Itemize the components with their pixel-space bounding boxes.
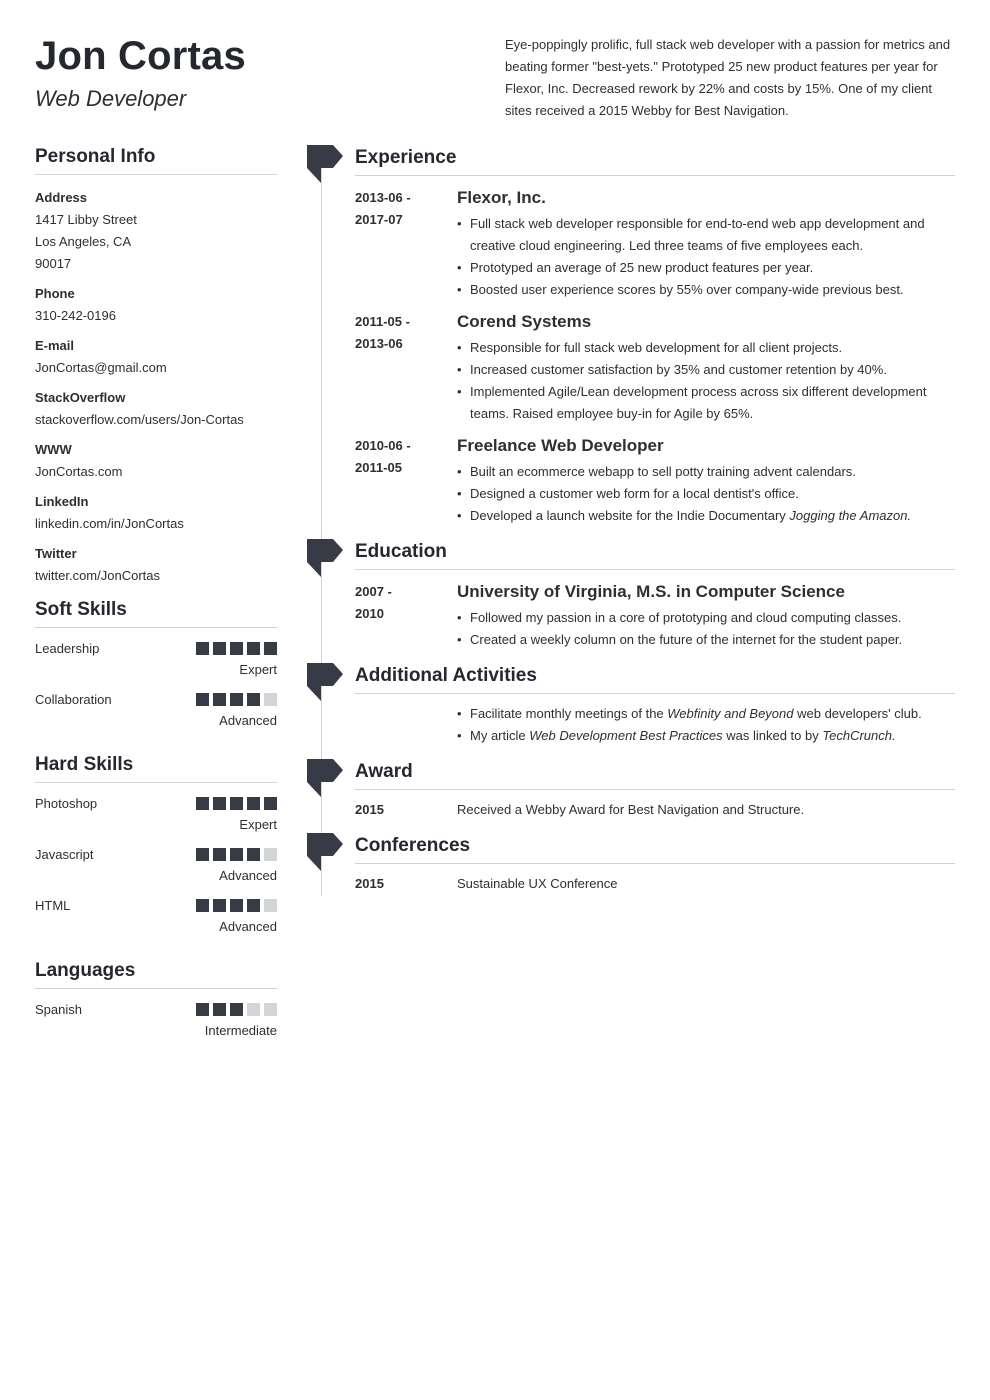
rating-square-filled xyxy=(213,642,226,655)
summary-text: Eye-poppingly prolific, full stack web developer with a passion for metrics and beating former "best-yets." Prototyped 25 new product features per year for Flexor, Inc. Decreased rework by 22% and costs by 15%. One of my client sites received a 2015 Webby for Best Navigation. xyxy=(505,37,951,118)
bullet-text: My article xyxy=(470,728,530,743)
section-flag-icon xyxy=(307,663,343,701)
conference-text: Sustainable UX Conference xyxy=(457,876,618,891)
section-flag-icon xyxy=(307,539,343,577)
languages-section xyxy=(35,960,277,1052)
email-block xyxy=(35,335,277,379)
language-level: Intermediate xyxy=(204,1023,277,1038)
rating-square-empty xyxy=(264,899,277,912)
date-end: 2010 xyxy=(355,606,384,621)
rating-square-filled xyxy=(247,848,260,861)
skill-level: Expert xyxy=(239,662,277,677)
entry-date xyxy=(355,187,435,231)
date-start: 2011-05 - xyxy=(355,314,410,329)
education-heading: Education xyxy=(355,541,955,570)
linkedin-label: LinkedIn xyxy=(35,494,89,509)
bullet-item: • Prototyped an average of 25 new product features per year. xyxy=(457,257,955,279)
rating-square-filled xyxy=(230,848,243,861)
rating-square-filled xyxy=(230,693,243,706)
skill-rating xyxy=(192,899,277,912)
stackoverflow-value: stackoverflow.com/users/Jon-Cortas xyxy=(35,412,244,427)
personal-info-section xyxy=(35,146,277,587)
bullet-item: • Followed my passion in a core of prototyping and cloud computing classes. xyxy=(457,607,955,629)
phone-label: Phone xyxy=(35,286,75,301)
twitter-block xyxy=(35,543,277,587)
skill-row xyxy=(35,640,277,691)
bullet-item xyxy=(457,703,955,725)
skill-name: Leadership xyxy=(35,641,100,656)
entry-organization: University of Virginia, M.S. in Computer Science xyxy=(457,582,845,601)
skill-level: Advanced xyxy=(219,713,277,728)
linkedin-block xyxy=(35,491,277,535)
entry-bullets xyxy=(457,607,955,651)
linkedin-value: linkedin.com/in/JonCortas xyxy=(35,516,184,531)
rating-square-filled xyxy=(247,899,260,912)
club-name: Webfinity and Beyond xyxy=(667,706,794,721)
date-end: 2013-06 xyxy=(355,336,403,351)
date-end: 2011-05 xyxy=(355,460,402,475)
rating-square-filled xyxy=(196,1003,209,1016)
bullet-text: Facilitate monthly meetings of the xyxy=(470,706,668,721)
skill-level: Advanced xyxy=(219,919,277,934)
left-column xyxy=(35,146,277,1064)
skill-name: HTML xyxy=(35,898,71,913)
soft-skills-section xyxy=(35,599,277,742)
bullet-text: web developers' club. xyxy=(793,706,922,721)
address-line: 1417 Libby Street xyxy=(35,212,137,227)
www-value: JonCortas.com xyxy=(35,464,123,479)
rating-square-filled xyxy=(264,797,277,810)
bullet-text: Developed a launch website for the Indie Documentary xyxy=(470,508,790,523)
address-line: Los Angeles, CA xyxy=(35,234,132,249)
address-line: 90017 xyxy=(35,256,72,271)
entry-bullets xyxy=(457,461,955,527)
bullet-item: • Implemented Agile/Lean development process across six different development teams. Raised employee buy-in for Agile by 65%. xyxy=(457,381,955,425)
rating-square-empty xyxy=(247,1003,260,1016)
entry-bullets xyxy=(457,337,955,425)
twitter-value: twitter.com/JonCortas xyxy=(35,568,160,583)
date-end: 2017-07 xyxy=(355,212,403,227)
date-start: 2010-06 - xyxy=(355,438,411,453)
skill-name: Photoshop xyxy=(35,796,98,811)
rating-square-filled xyxy=(196,848,209,861)
phone-value: 310-242-0196 xyxy=(35,308,116,323)
email-label: E-mail xyxy=(35,338,75,353)
soft-skills-heading: Soft Skills xyxy=(35,599,277,628)
skill-rating xyxy=(192,848,277,861)
language-row xyxy=(35,1001,277,1052)
rating-square-filled xyxy=(213,848,226,861)
experience-heading: Experience xyxy=(355,147,955,176)
rating-square-filled xyxy=(196,797,209,810)
skill-name: Javascript xyxy=(35,847,94,862)
bullet-item: • Created a weekly column on the future of the internet for the student paper. xyxy=(457,629,955,651)
skill-rating xyxy=(192,642,277,655)
entry-content xyxy=(457,799,955,821)
entry-date: 2015 xyxy=(355,802,384,817)
stackoverflow-block xyxy=(35,387,277,431)
stackoverflow-label: StackOverflow xyxy=(35,390,126,405)
publication-name: TechCrunch. xyxy=(822,728,896,743)
candidate-name: Jon Cortas xyxy=(35,34,246,78)
entry-content xyxy=(457,873,955,895)
entry-organization: Corend Systems xyxy=(457,312,592,331)
bullet-text: was linked to by xyxy=(722,728,823,743)
skill-rating xyxy=(192,693,277,706)
skill-row xyxy=(35,846,277,897)
resume-header xyxy=(35,34,955,134)
skill-row xyxy=(35,795,277,846)
languages-heading: Languages xyxy=(35,960,277,989)
rating-square-filled xyxy=(213,693,226,706)
entry-organization: Flexor, Inc. xyxy=(457,188,546,207)
entry-date xyxy=(355,311,435,355)
skill-row xyxy=(35,897,277,948)
conferences-heading: Conferences xyxy=(355,835,955,864)
date-start: 2007 - xyxy=(355,584,392,599)
entry-content xyxy=(457,311,955,425)
personal-info-heading: Personal Info xyxy=(35,146,277,175)
entry-date: 2015 xyxy=(355,876,384,891)
rating-square-filled xyxy=(247,642,260,655)
rating-square-filled xyxy=(247,693,260,706)
skill-level: Expert xyxy=(239,817,277,832)
section-flag-icon xyxy=(307,833,343,871)
entry-bullets xyxy=(457,213,955,301)
entry-content xyxy=(457,703,955,747)
skill-rating xyxy=(192,797,277,810)
entry-date xyxy=(355,581,435,625)
candidate-title: Web Developer xyxy=(35,86,187,111)
bullet-item xyxy=(457,725,955,747)
entry-content xyxy=(457,187,955,301)
rating-square-filled xyxy=(247,797,260,810)
rating-square-filled xyxy=(230,797,243,810)
documentary-title: Jogging the Amazon. xyxy=(789,508,912,523)
award-heading: Award xyxy=(355,761,955,790)
email-value: JonCortas@gmail.com xyxy=(35,360,167,375)
rating-square-filled xyxy=(196,693,209,706)
bullet-item: • Increased customer satisfaction by 35% and customer retention by 40%. xyxy=(457,359,955,381)
bullet-item: • Full stack web developer responsible for end-to-end web app development and creative cloud engineering. Led three teams of five employees each. xyxy=(457,213,955,257)
bullet-item: • Designed a customer web form for a local dentist's office. xyxy=(457,483,955,505)
section-flag-icon xyxy=(307,145,343,183)
section-flag-icon xyxy=(307,759,343,797)
hard-skills-section xyxy=(35,754,277,948)
language-rating xyxy=(192,1003,277,1016)
article-title: Web Development Best Practices xyxy=(529,728,723,743)
bullet-item: • Built an ecommerce webapp to sell potty training advent calendars. xyxy=(457,461,955,483)
rating-square-filled xyxy=(196,899,209,912)
rating-square-empty xyxy=(264,848,277,861)
address-block xyxy=(35,187,277,275)
date-start: 2013-06 - xyxy=(355,190,411,205)
rating-square-filled xyxy=(230,1003,243,1016)
award-text: Received a Webby Award for Best Navigation and Structure. xyxy=(457,802,805,817)
rating-square-filled xyxy=(213,797,226,810)
rating-square-empty xyxy=(264,1003,277,1016)
entry-content xyxy=(457,581,955,651)
entry-organization: Freelance Web Developer xyxy=(457,436,664,455)
entry-content xyxy=(457,435,955,527)
entry-bullets xyxy=(457,703,955,747)
rating-square-filled xyxy=(230,899,243,912)
rating-square-filled xyxy=(213,899,226,912)
activities-heading: Additional Activities xyxy=(355,665,955,694)
address-label: Address xyxy=(35,190,88,205)
rating-square-empty xyxy=(264,693,277,706)
www-label: WWW xyxy=(35,442,72,457)
rating-square-filled xyxy=(264,642,277,655)
bullet-item xyxy=(457,505,955,527)
rating-square-filled xyxy=(230,642,243,655)
skill-row xyxy=(35,691,277,742)
language-name: Spanish xyxy=(35,1002,82,1017)
rating-square-filled xyxy=(196,642,209,655)
hard-skills-heading: Hard Skills xyxy=(35,754,277,783)
phone-block xyxy=(35,283,277,327)
skill-level: Advanced xyxy=(219,868,277,883)
skill-name: Collaboration xyxy=(35,692,112,707)
bullet-item: • Boosted user experience scores by 55% over company-wide previous best. xyxy=(457,279,955,301)
bullet-item: • Responsible for full stack web development for all client projects. xyxy=(457,337,955,359)
www-block xyxy=(35,439,277,483)
rating-square-filled xyxy=(213,1003,226,1016)
entry-date xyxy=(355,435,435,479)
twitter-label: Twitter xyxy=(35,546,77,561)
